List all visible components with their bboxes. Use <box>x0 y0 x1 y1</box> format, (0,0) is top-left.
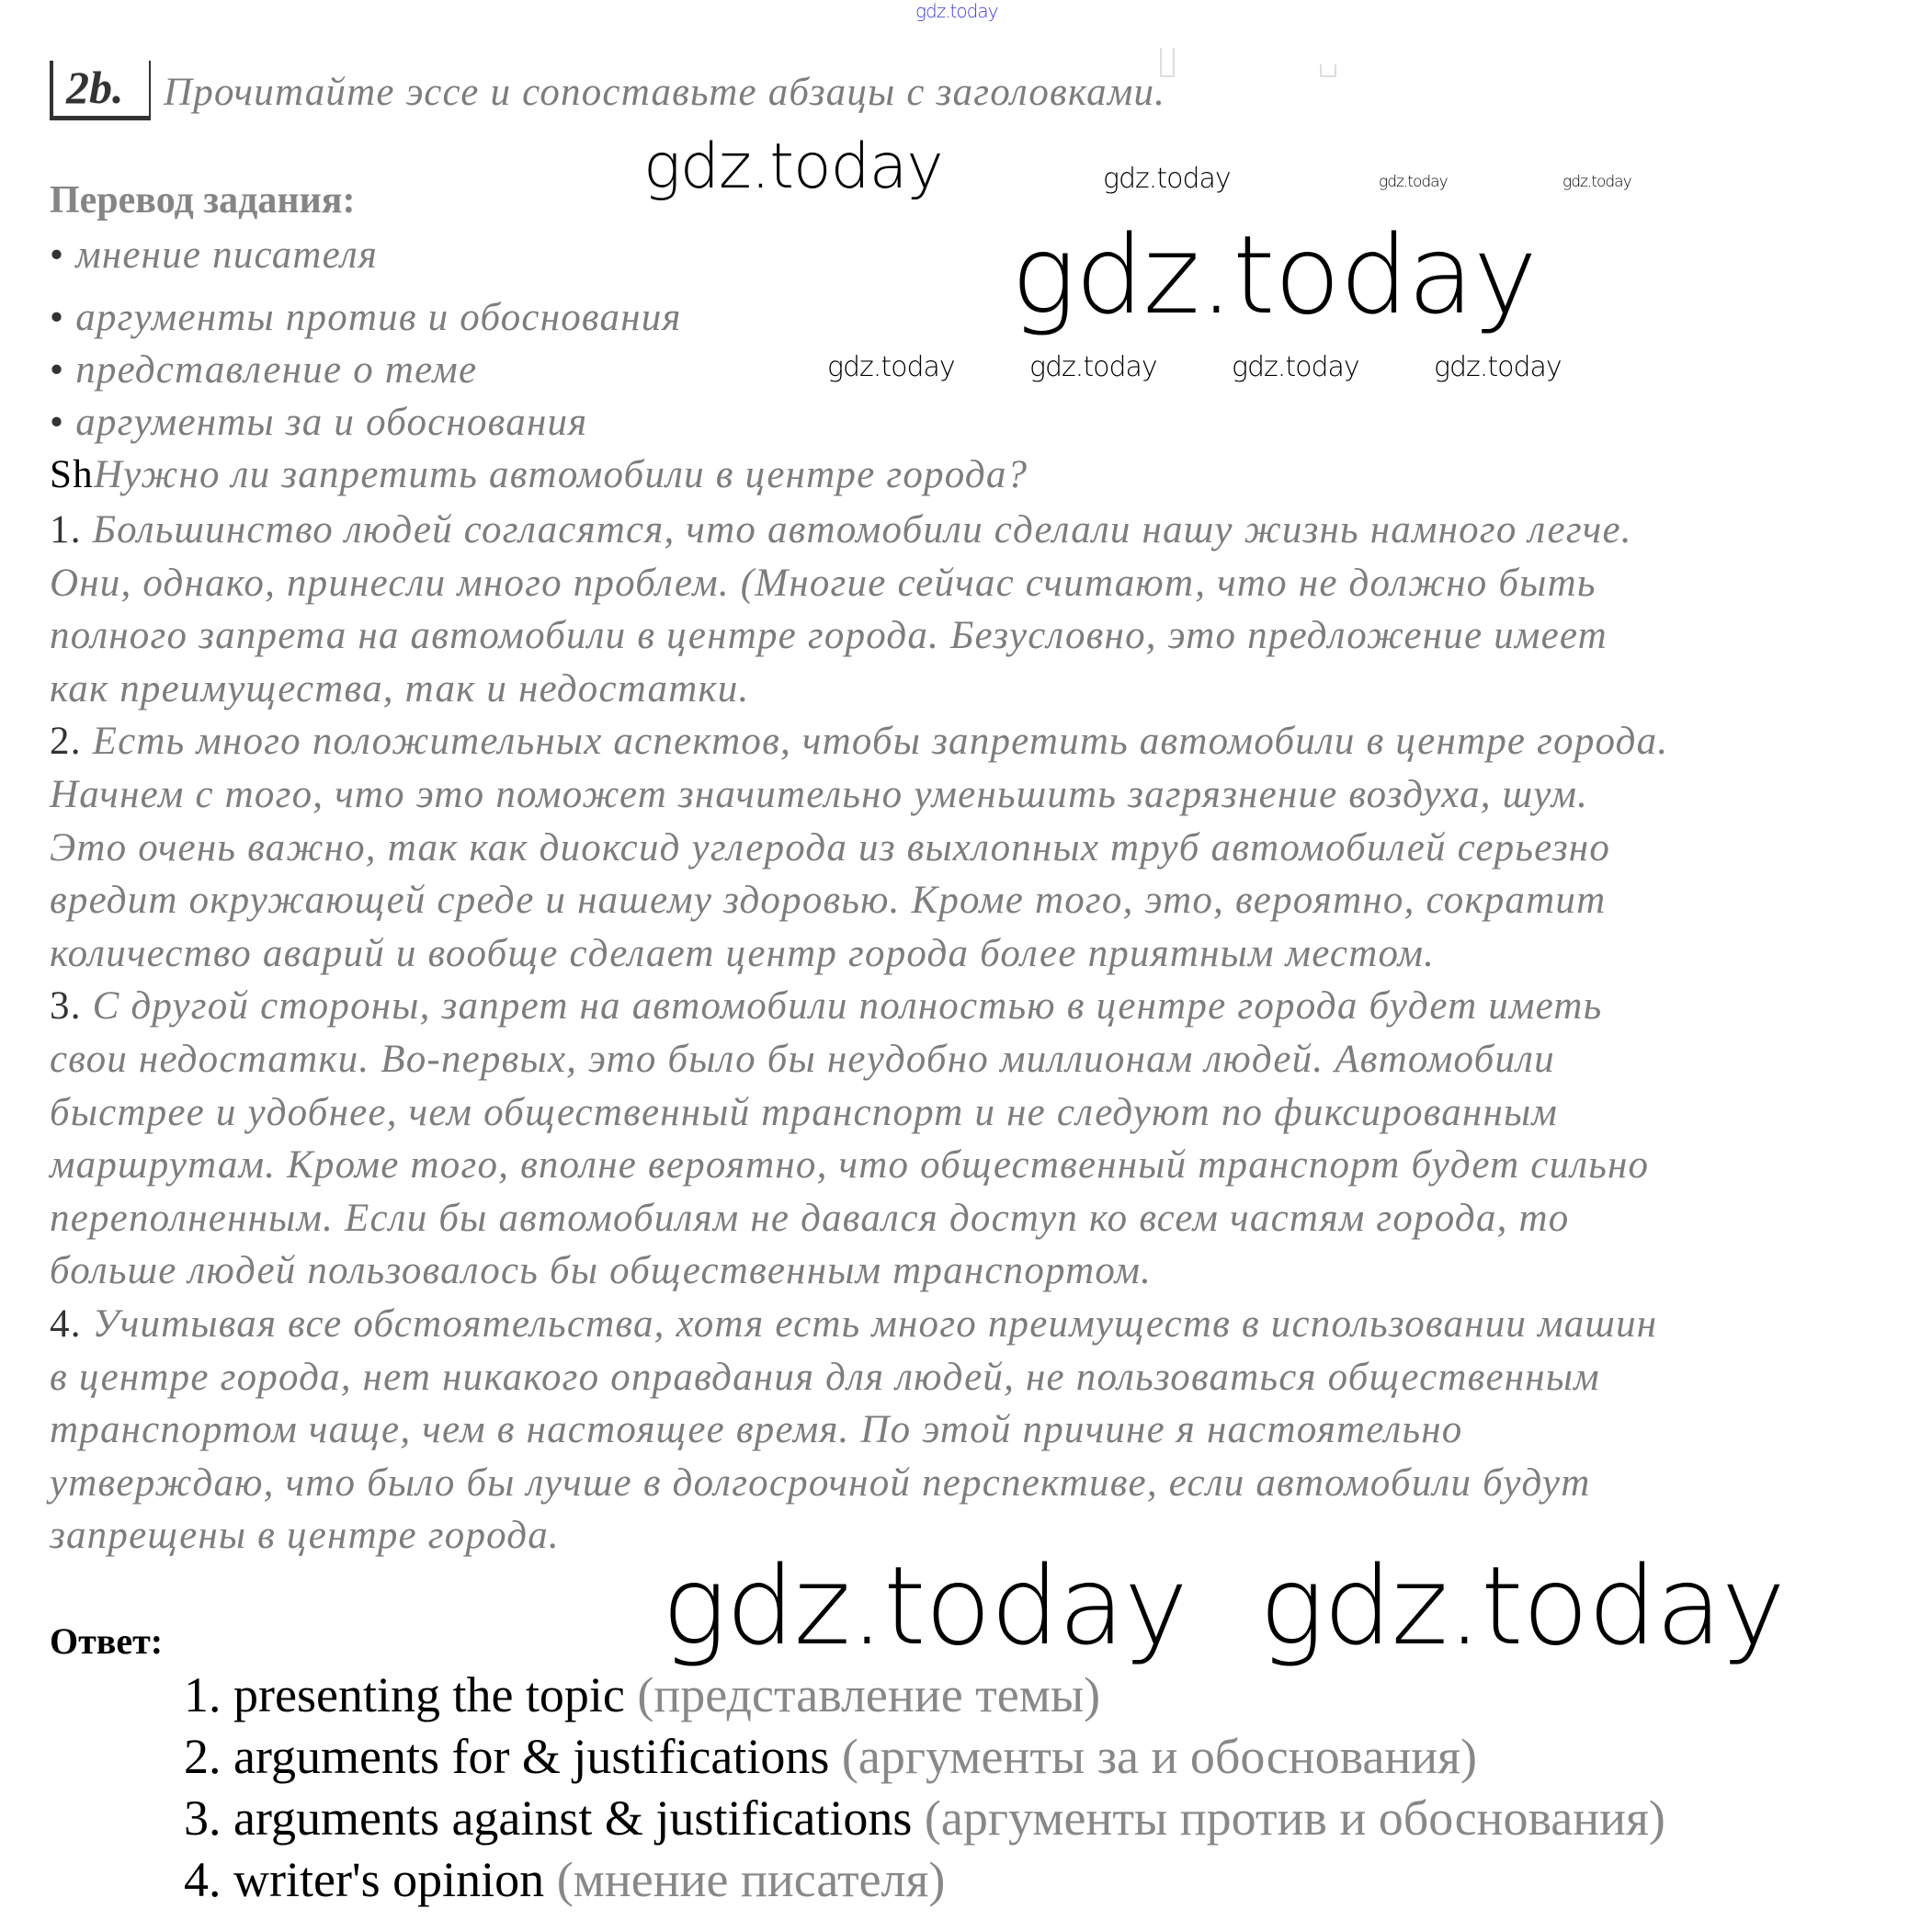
watermark-small: gdz.today <box>1029 351 1157 383</box>
watermark-small: gdz.today <box>1562 173 1631 191</box>
watermark-top: gdz.today <box>915 0 998 22</box>
answer-list <box>184 1665 1665 1911</box>
answer-item: 1. presenting the topic (представление темы) <box>184 1667 1101 1722</box>
watermark-small: gdz.today <box>1103 163 1231 195</box>
watermark-large: gdz.today <box>643 131 943 203</box>
task-number: 2b. <box>66 62 124 113</box>
essay-paragraph-4: 4. Учитывая все обстоятельства, хотя есть много преимуществ в использовании машин в центре города, нет никакого оправдания для людей, не пользоваться общественным транспортом чаще, чем в настоящее время. По этой причине я настоятельно утверждаю, что было бы лучше в долгосрочной перспективе, если автомобили будут запрещены в центре города. <box>50 1301 1658 1558</box>
answer-item: 3. arguments against & justifications (аргументы против и обоснования) <box>184 1790 1665 1846</box>
bullet-item: • аргументы против и обоснования <box>50 296 682 339</box>
answer-item: 4. writer's opinion (мнение писателя) <box>184 1852 946 1907</box>
scan-artifact <box>1320 64 1336 77</box>
essay-paragraph-2: 2. Есть много положительных аспектов, чтобы запретить автомобили в центре города. Начнем с того, что это поможет значительно уменьшить загрязнение воздуха, шум. Это очень важно, так как диоксид углерода из выхлопных труб автомобилей серьезно вредит окружающей среде и нашему здоровью. Кроме того, это, вероятно, сократит количество аварий и вообще сделает центр города более приятным местом. <box>50 720 1669 975</box>
answer-label: Ответ: <box>50 1620 164 1662</box>
watermark-small: gdz.today <box>1434 351 1562 383</box>
essay-paragraph-1: 1. Большинство людей согласятся, что автомобили сделали нашу жизнь намного легче. Они, однако, принесли много проблем. (Многие сейчас считают, что не должно быть полного запрета на автомобили в центре города. Безусловно, это предложение имеет как преимущества, так и недостатки. <box>50 508 1632 710</box>
essay-paragraph-3: 3. С другой стороны, запрет на автомобили полностью в центре города будет иметь свои недостатки. Во-первых, это было бы неудобно миллионам людей. Автомобили быстрее и удобнее, чем общественный транспорт и не следуют по фиксированным маршрутам. Кроме того, вполне вероятно, что общественный транспорт будет сильно переполненным. Если бы автомобилям не давался доступ ко всем частям города, то больше людей пользовалось бы общественным транспортом. <box>50 984 1650 1293</box>
bullet-item: • представление о теме <box>50 348 478 392</box>
essay <box>50 504 1668 1563</box>
watermark-large: gdz.today <box>1259 1542 1785 1669</box>
essay-title: ShНужно ли запретить автомобили в центре города? <box>50 453 1028 496</box>
answer-item: 2. arguments for & justifications (аргументы за и обоснования) <box>184 1729 1477 1784</box>
watermark-large: gdz.today <box>662 1542 1187 1669</box>
watermark-small: gdz.today <box>827 351 955 383</box>
watermark-large: gdz.today <box>1011 211 1537 338</box>
watermark-small: gdz.today <box>1379 173 1448 191</box>
translation-heading: Перевод задания: <box>50 179 356 222</box>
bullet-item: • мнение писателя <box>50 233 379 277</box>
task-instruction: Прочитайте эссе и сопоставьте абзацы с заголовками. <box>164 71 1166 114</box>
bullet-item: • аргументы за и обоснования <box>50 401 588 444</box>
task-number-box <box>50 61 151 120</box>
watermark-small: gdz.today <box>1232 351 1359 383</box>
